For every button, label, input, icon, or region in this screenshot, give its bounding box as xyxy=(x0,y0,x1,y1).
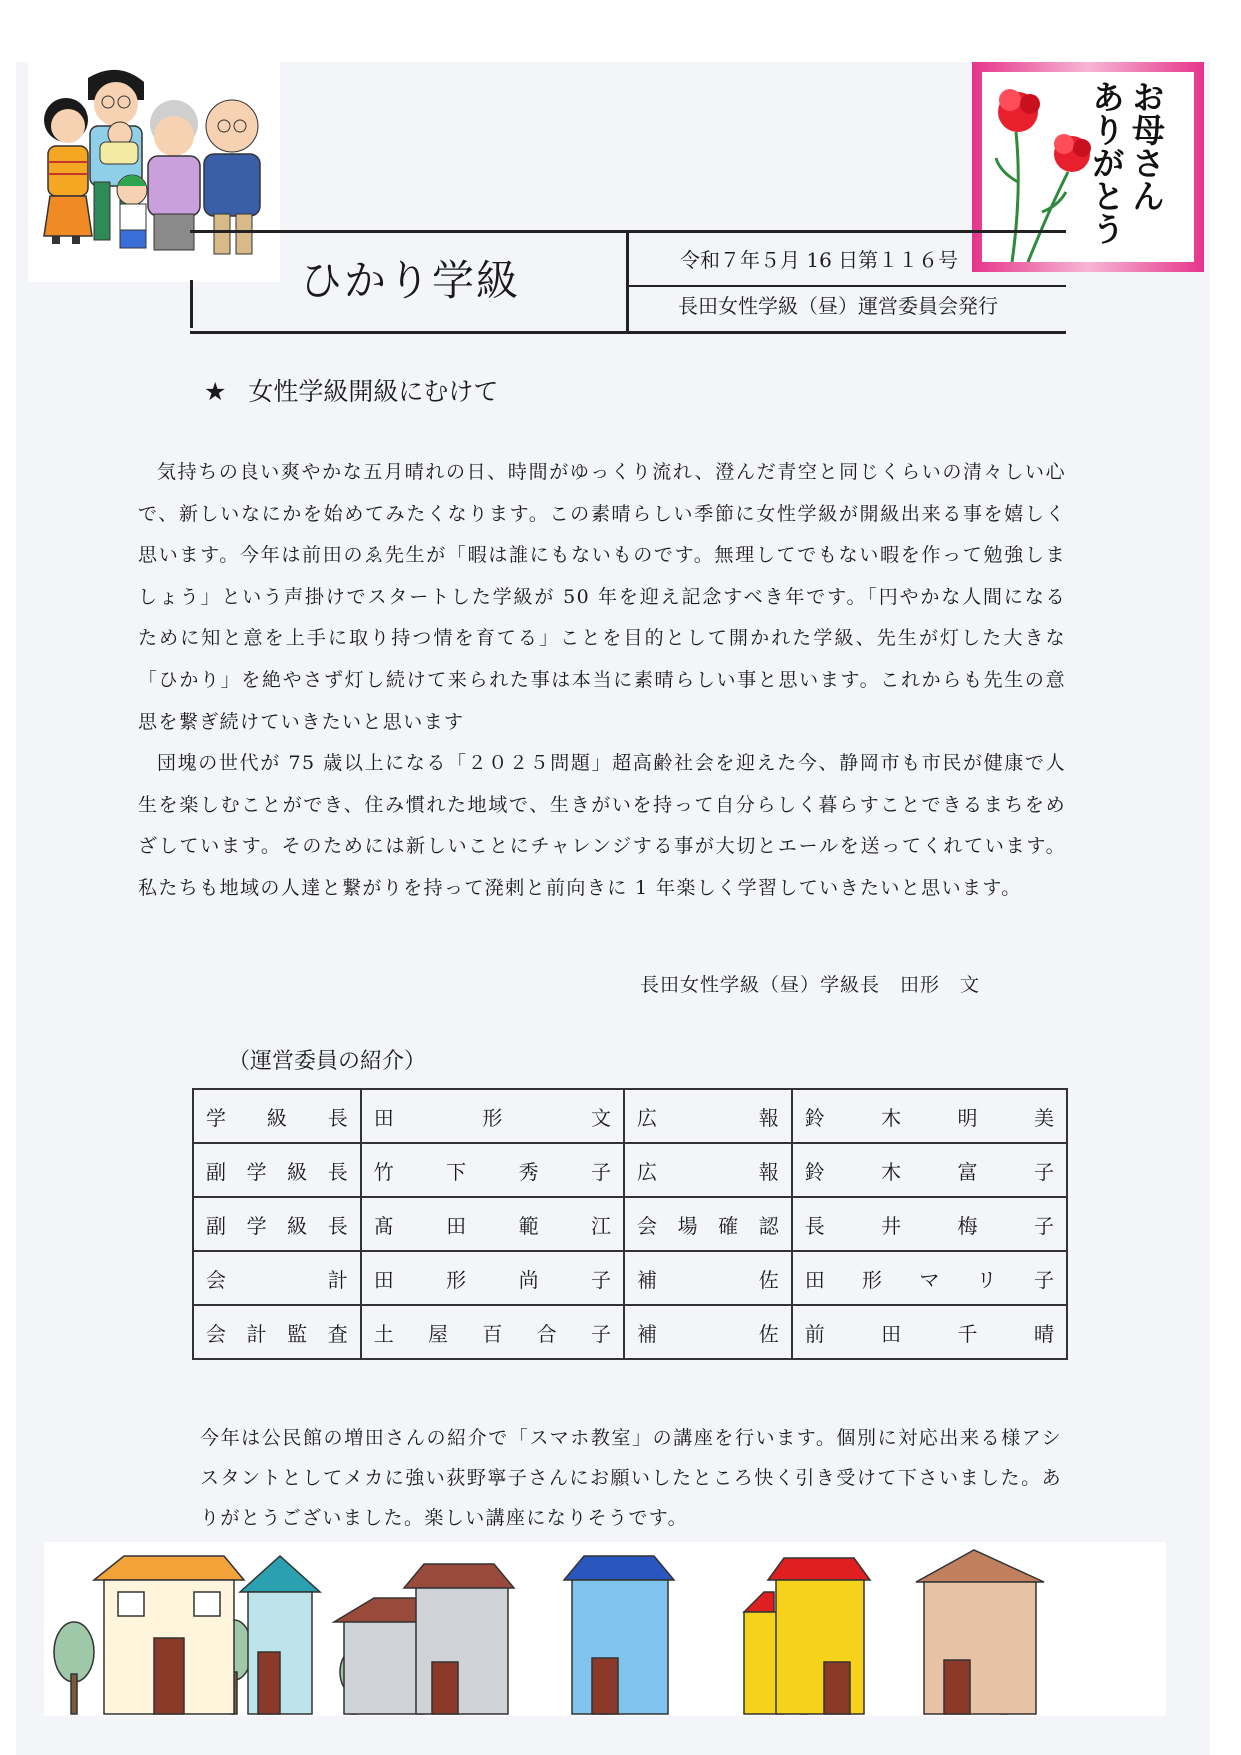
committee-char: 補 xyxy=(637,1267,658,1292)
committee-char: 尚 xyxy=(518,1267,539,1292)
committee-char: 鈴 xyxy=(804,1105,825,1130)
committee-role1-cell xyxy=(193,1197,361,1251)
committee-char: 計 xyxy=(246,1321,267,1346)
committee-char: 晴 xyxy=(1033,1321,1054,1346)
committee-char: 合 xyxy=(536,1321,557,1346)
committee-name1-cell xyxy=(361,1197,624,1251)
committee-char: 長 xyxy=(804,1213,825,1238)
committee-char: 計 xyxy=(327,1267,348,1292)
article-body xyxy=(138,452,1066,910)
committee-char: 子 xyxy=(591,1321,611,1346)
committee-char: 会 xyxy=(206,1321,226,1346)
committee-char: 木 xyxy=(881,1159,902,1184)
card-text-line2: ありがとう xyxy=(1087,80,1126,245)
committee-char: 千 xyxy=(957,1321,978,1346)
committee-name1-cell xyxy=(361,1305,624,1359)
committee-char: 学 xyxy=(206,1105,226,1130)
signature: 長田女性学級（昼）学級長 田形 文 xyxy=(640,974,981,996)
committee-char: 百 xyxy=(482,1321,503,1346)
committee-char: 屋 xyxy=(428,1321,449,1346)
committee-char: 長 xyxy=(327,1159,348,1184)
committee-char: 木 xyxy=(881,1105,902,1130)
committee-role2-cell xyxy=(624,1143,792,1197)
table-row xyxy=(193,1251,1067,1305)
committee-char: 形 xyxy=(482,1105,503,1130)
committee-char: 会 xyxy=(206,1267,226,1292)
article-paragraph-2: 団塊の世代が 75 歳以上になる「２０２５問題」超高齢社会を迎えた今、静岡市も市民が健康で人生を楽しむことができ、住み慣れた地域で、生きがいを持って自分らしく暮らすことできるまちをめざしています。そのためには新しいことにチャレンジする事が大切とエールを送ってくれています。私たちも地域の人達と繋がりを持って溌剌と前向きに 1 年楽しく学習していきたいと思います。 xyxy=(138,752,1066,899)
committee-name1-cell xyxy=(361,1251,624,1305)
committee-role1-cell xyxy=(193,1143,361,1197)
committee-char: 学 xyxy=(246,1159,267,1184)
committee-char: 子 xyxy=(1033,1267,1054,1292)
closing-paragraph: 今年は公民館の増田さんの紹介で「スマホ教室」の講座を行います。個別に対応出来る様アシスタントとしてメカに強い荻野寧子さんにお願いしたところ快く引き受けて下さいました。ありがとうございました。楽しい講座になりそうです。 xyxy=(200,1427,1062,1529)
committee-char: 田 xyxy=(881,1321,902,1346)
committee-char: 子 xyxy=(591,1267,611,1292)
committee-char: 佐 xyxy=(758,1321,779,1346)
committee-char: 富 xyxy=(957,1159,978,1184)
committee-char: 明 xyxy=(957,1105,978,1130)
committee-role2-cell xyxy=(624,1305,792,1359)
committee-char: 形 xyxy=(862,1267,883,1292)
committee-char: 土 xyxy=(373,1321,394,1346)
committee-char: 鈴 xyxy=(804,1159,825,1184)
committee-role1-cell xyxy=(193,1089,361,1143)
committee-char: 補 xyxy=(637,1321,658,1346)
committee-char: 田 xyxy=(804,1267,825,1292)
committee-char: 佐 xyxy=(758,1267,779,1292)
publisher: 長田女性学級（昼）運営委員会発行 xyxy=(678,294,998,318)
committee-char: 報 xyxy=(758,1159,779,1184)
committee-char: 確 xyxy=(718,1213,739,1238)
committee-caption: （運営委員の紹介） xyxy=(228,1049,427,1074)
committee-name1-cell xyxy=(361,1143,624,1197)
committee-role1-cell xyxy=(193,1305,361,1359)
committee-char: 秀 xyxy=(518,1159,539,1184)
table-row xyxy=(193,1305,1067,1359)
committee-char: 級 xyxy=(287,1159,308,1184)
committee-char: マ xyxy=(919,1267,940,1292)
committee-char: 監 xyxy=(287,1321,308,1346)
committee-char: 髙 xyxy=(373,1213,394,1238)
committee-name2-cell xyxy=(792,1089,1067,1143)
committee-char: 査 xyxy=(327,1321,348,1346)
committee-char: 子 xyxy=(1033,1213,1054,1238)
committee-char: 田 xyxy=(373,1105,394,1130)
committee-char: 範 xyxy=(518,1213,539,1238)
committee-char: リ xyxy=(976,1267,997,1292)
committee-char: 下 xyxy=(446,1159,467,1184)
committee-char: 美 xyxy=(1033,1105,1054,1130)
committee-char: 広 xyxy=(637,1105,658,1130)
newsletter-title: ひかり学級 xyxy=(300,256,521,305)
houses-illustration xyxy=(44,1542,1166,1716)
committee-char: 文 xyxy=(591,1105,611,1130)
committee-char: 子 xyxy=(1033,1159,1054,1184)
committee-char: 認 xyxy=(758,1213,779,1238)
table-row xyxy=(193,1089,1067,1143)
committee-char: 報 xyxy=(758,1105,779,1130)
committee-char: 田 xyxy=(446,1213,467,1238)
article-paragraph-1: 気持ちの良い爽やかな五月晴れの日、時間がゆっくり流れ、澄んだ青空と同じくらいの清々しい心で、新しいなにかを始めてみたくなります。この素晴らしい季節に女性学級が開級出来る事を嬉しく思います。今年は前田のゑ先生が「暇は誰にもないものです。無理してでもない暇を作って勉強しましょう」という声掛けでスタートした学級が 50 年を迎え記念すべき年です。「円やかな人間になるために知と意を上手に取り持つ情を育てる」ことを目的として開かれた学級、先生が灯した大きな「ひかり」を絶やさず灯し続けて来られた事は本当に素晴らしい事と思います。これからも先生の意思を繋ぎ続けていきたいと思います xyxy=(138,461,1066,733)
committee-char: 広 xyxy=(637,1159,658,1184)
committee-name1-cell xyxy=(361,1089,624,1143)
committee-char: 副 xyxy=(206,1159,226,1184)
committee-char: 江 xyxy=(591,1213,611,1238)
committee-char: 長 xyxy=(327,1213,348,1238)
committee-role2-cell xyxy=(624,1197,792,1251)
committee-char: 子 xyxy=(591,1159,611,1184)
committee-name2-cell xyxy=(792,1143,1067,1197)
committee-char: 会 xyxy=(637,1213,658,1238)
committee-char: 副 xyxy=(206,1213,226,1238)
committee-name2-cell xyxy=(792,1197,1067,1251)
committee-role2-cell xyxy=(624,1251,792,1305)
committee-char: 梅 xyxy=(957,1213,978,1238)
committee-char: 田 xyxy=(373,1267,394,1292)
committee-table xyxy=(192,1088,1068,1360)
committee-char: 前 xyxy=(804,1321,825,1346)
section-heading xyxy=(204,372,498,408)
committee-name2-cell xyxy=(792,1305,1067,1359)
committee-role1-cell xyxy=(193,1251,361,1305)
committee-char: 級 xyxy=(266,1105,287,1130)
card-text-line1: お母さん xyxy=(1127,80,1166,212)
committee-char: 竹 xyxy=(373,1159,394,1184)
table-row xyxy=(193,1143,1067,1197)
closing-text xyxy=(200,1418,1062,1538)
section-heading-text: 女性学級開級にむけて xyxy=(248,377,499,406)
committee-char: 形 xyxy=(446,1267,467,1292)
committee-name2-cell xyxy=(792,1251,1067,1305)
committee-char: 井 xyxy=(881,1213,902,1238)
committee-char: 場 xyxy=(677,1213,698,1238)
star-icon: ★ xyxy=(204,377,227,406)
committee-char: 学 xyxy=(246,1213,267,1238)
committee-char: 級 xyxy=(287,1213,308,1238)
table-row xyxy=(193,1197,1067,1251)
committee-role2-cell xyxy=(624,1089,792,1143)
committee-char: 長 xyxy=(327,1105,348,1130)
issue-number: 令和７年５月 16 日第１１６号 xyxy=(680,248,959,272)
